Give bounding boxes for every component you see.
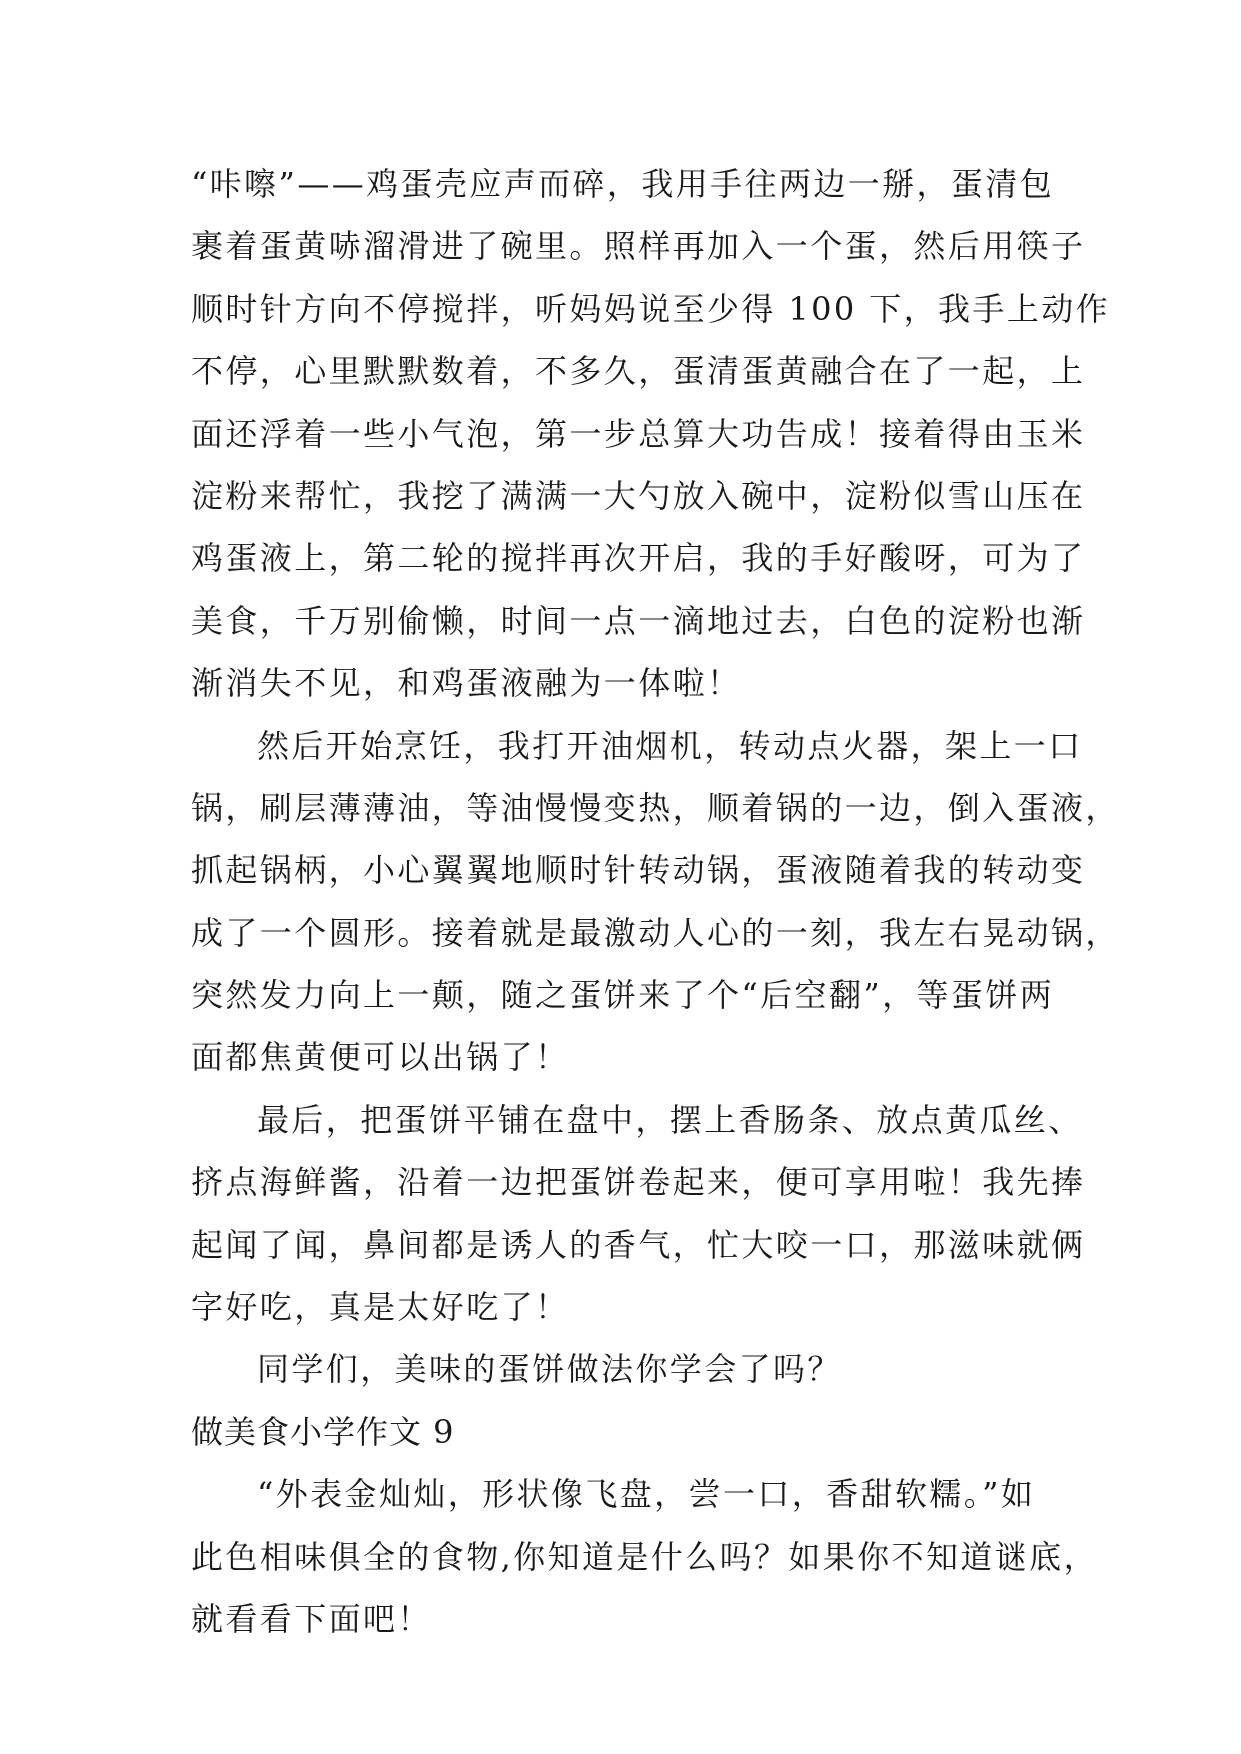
paragraph-start-line: 然后开始烹饪，我打开油烟机，转动点火器，架上一口 [257, 726, 1083, 765]
paragraph-start-line: “外表金灿灿，形状像飞盘，尝一口，香甜软糯。”如 [257, 1475, 1036, 1514]
text-line: 突然发力向上一颠，随之蛋饼来了个“后空翻”，等蛋饼两 [191, 976, 1055, 1015]
paragraph-start-line: 最后，把蛋饼平铺在盘中，摆上香肠条、放点黄瓜丝、 [257, 1100, 1083, 1139]
section-heading: 做美食小学作文 9 [191, 1412, 455, 1451]
text-line: 渐消失不见，和鸡蛋液融为一体啦！ [191, 664, 742, 703]
paragraph-start-line: 同学们，美味的蛋饼做法你学会了吗？ [257, 1350, 842, 1389]
essay-body [191, 153, 1120, 1650]
text-line: 裹着蛋黄哧溜滑进了碗里。照样再加入一个蛋，然后用筷子 [191, 227, 1086, 266]
text-line: “咔嚓”——鸡蛋壳应声而碎，我用手往两边一掰，蛋清包 [191, 165, 1055, 203]
text-line: 成了一个圆形。接着就是最激动人心的一刻，我左右晃动锅， [191, 913, 1120, 952]
text-line: 锅，刷层薄薄油，等油慢慢变热，顺着锅的一边，倒入蛋液， [191, 788, 1120, 827]
text-line: 面还浮着一些小气泡，第一步总算大功告成！接着得由玉米 [191, 414, 1086, 453]
text-line: 鸡蛋液上，第二轮的搅拌再次开启，我的手好酸呀，可为了 [191, 539, 1086, 578]
text-line: 顺时针方向不停搅拌，听妈妈说至少得 100 下，我手上动作 [191, 289, 1111, 328]
text-line: 字好吃，真是太好吃了！ [191, 1288, 570, 1327]
text-line: 不停，心里默默数着，不多久，蛋清蛋黄融合在了一起，上 [191, 352, 1086, 391]
text-line: 挤点海鲜酱，沿着一边把蛋饼卷起来，便可享用啦！我先捧 [191, 1163, 1086, 1202]
text-line: 就看看下面吧！ [191, 1599, 432, 1638]
text-line: 淀粉来帮忙，我挖了满满一大勺放入碗中，淀粉似雪山压在 [191, 476, 1086, 515]
text-line: 起闻了闻，鼻间都是诱人的香气，忙大咬一口，那滋味就俩 [191, 1225, 1086, 1264]
text-line: 抓起锅柄，小心翼翼地顺时针转动锅，蛋液随着我的转动变 [191, 851, 1086, 890]
text-line: 此色相味俱全的食物,你知道是什么吗？如果你不知道谜底， [191, 1537, 1098, 1576]
text-line: 面都焦黄便可以出锅了！ [191, 1038, 570, 1077]
text-line: 美食，千万别偷懒，时间一点一滴地过去，白色的淀粉也渐 [191, 601, 1086, 640]
